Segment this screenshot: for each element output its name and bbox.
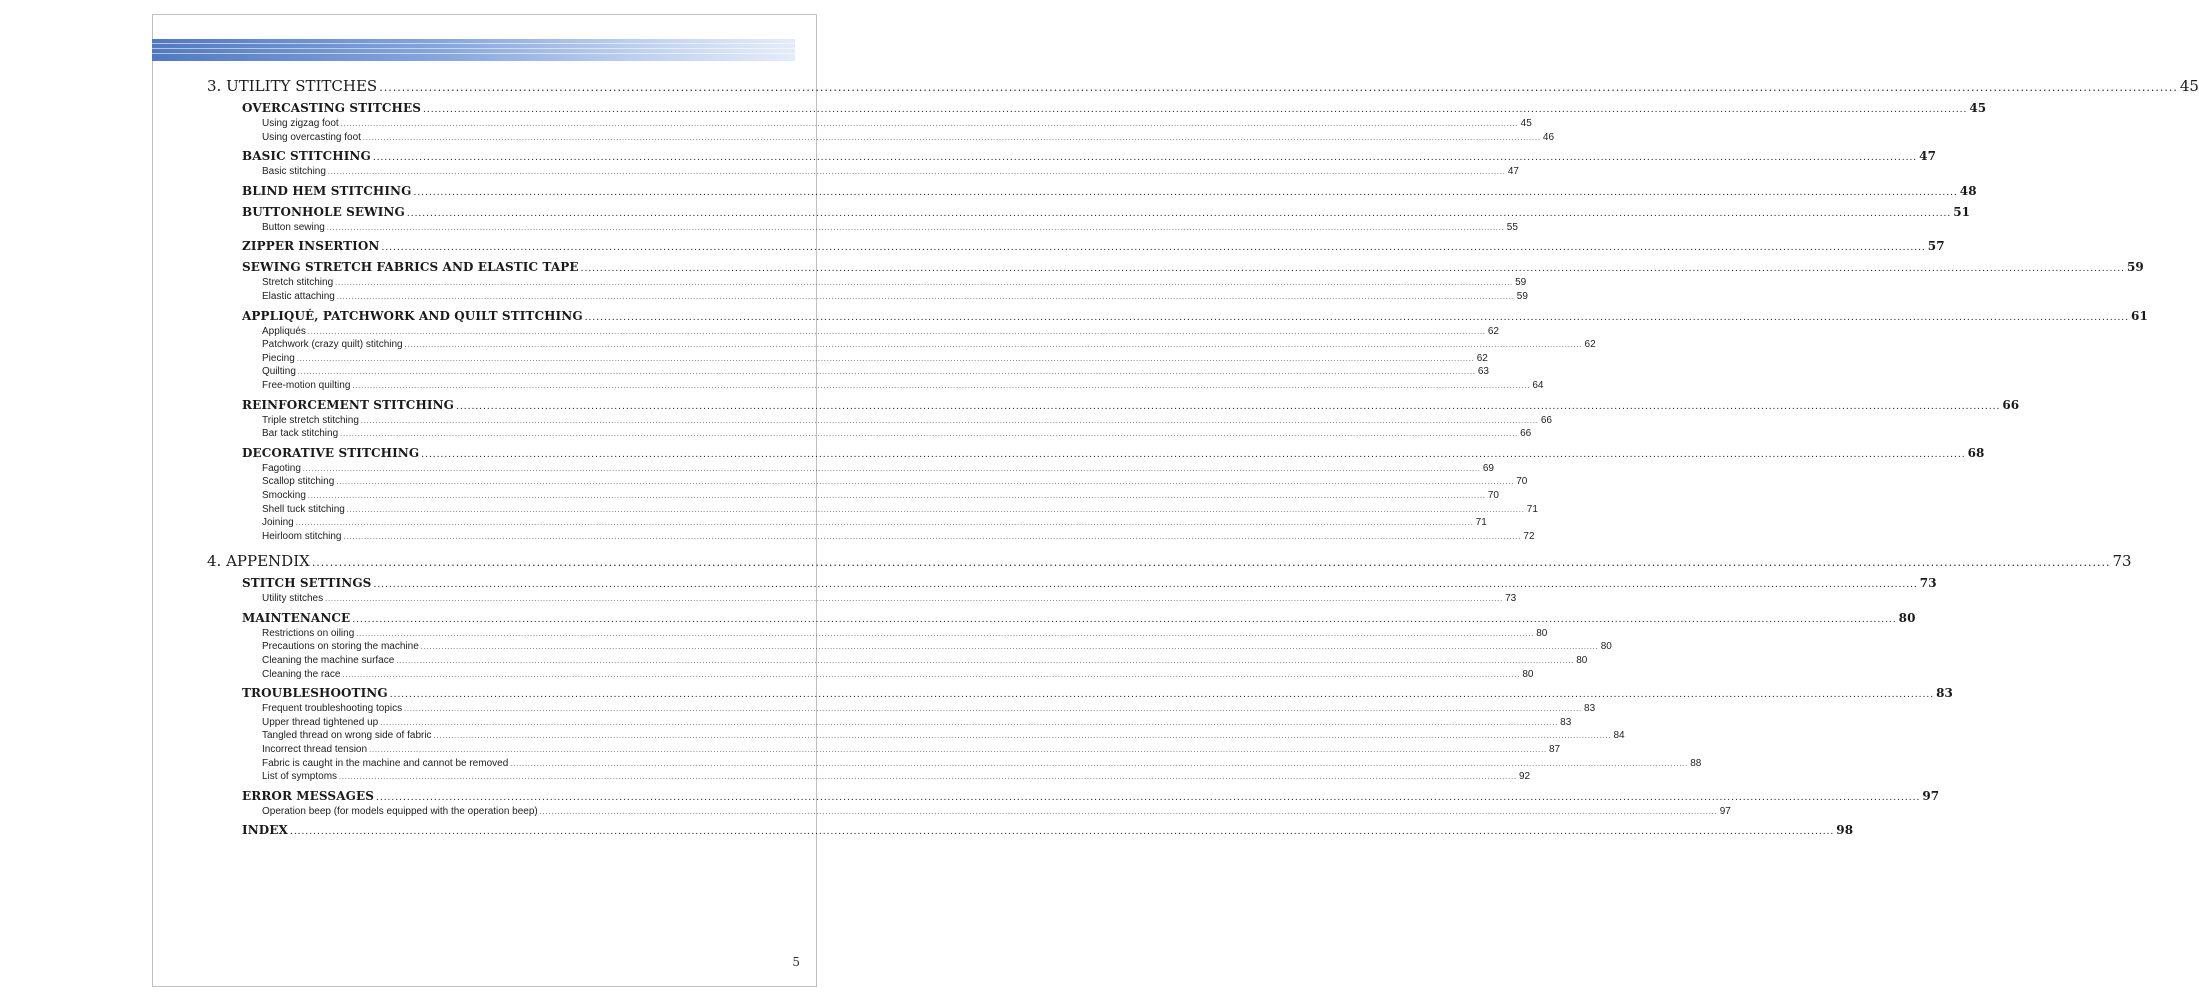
toc-entry-page-number: 87 xyxy=(1549,744,1561,756)
dot-leader: ................................................................................................................................................................................................................................................................................................................................................................................................................ xyxy=(302,465,1481,473)
toc-entry[interactable] xyxy=(262,530,1535,544)
dot-leader: ................................................................................................................................................................................................................................................................................................................................................................................................................ xyxy=(373,580,1918,591)
toc-entry[interactable] xyxy=(262,627,1548,641)
toc-section[interactable] xyxy=(242,183,1977,200)
toc-entry-title: Joining xyxy=(262,517,294,529)
toc-section-page-number: 48 xyxy=(1959,183,1977,198)
toc-entry-page-number: 83 xyxy=(1560,716,1572,728)
toc-entry-page-number: 69 xyxy=(1482,462,1494,474)
dot-leader: ................................................................................................................................................................................................................................................................................................................................................................................................................ xyxy=(307,328,1486,336)
toc-section-title: INDEX xyxy=(242,823,288,838)
toc-entry[interactable] xyxy=(262,427,1532,441)
toc-section[interactable] xyxy=(242,148,1937,165)
dot-leader: ................................................................................................................................................................................................................................................................................................................................................................................................................ xyxy=(380,719,1559,727)
toc-entry-page-number: 80 xyxy=(1600,641,1612,653)
toc-entry[interactable] xyxy=(262,338,1596,352)
dot-leader: ................................................................................................................................................................................................................................................................................................................................................................................................................ xyxy=(296,355,1475,363)
toc-section[interactable] xyxy=(242,575,1937,592)
toc-entry-page-number: 46 xyxy=(1542,131,1555,143)
toc-section-title: REINFORCEMENT STITCHING xyxy=(242,397,455,412)
toc-section-page-number: 45 xyxy=(1969,101,1987,115)
dot-leader: ................................................................................................................................................................................................................................................................................................................................................................................................................ xyxy=(404,706,1583,714)
dot-leader: ................................................................................................................................................................................................................................................................................................................................................................................................................ xyxy=(433,733,1612,741)
toc-entry-page-number: 70 xyxy=(1516,476,1528,488)
dot-leader: ................................................................................................................................................................................................................................................................................................................................................................................................................ xyxy=(404,342,1583,350)
page-number: 5 xyxy=(792,955,800,969)
toc-entry[interactable] xyxy=(262,365,1489,379)
toc-entry-title: Scallop stitching xyxy=(262,476,335,488)
toc-section-page-number: 97 xyxy=(1922,788,1940,803)
toc-entry-page-number: 73 xyxy=(1505,593,1517,605)
toc-entry[interactable] xyxy=(262,165,1519,179)
toc-entry-page-number: 97 xyxy=(1719,805,1731,817)
toc-entry-title: List of symptoms xyxy=(262,771,338,783)
toc-entry-title: Frequent troubleshooting topics xyxy=(262,703,403,715)
toc-section[interactable] xyxy=(242,238,1945,255)
toc-entry[interactable] xyxy=(262,290,1528,304)
dot-leader: ................................................................................................................................................................................................................................................................................................................................................................................................................ xyxy=(339,774,1517,782)
toc-section[interactable] xyxy=(242,100,1987,117)
toc-entry[interactable] xyxy=(262,325,1499,339)
toc-entry[interactable] xyxy=(262,352,1488,366)
toc-entry-page-number: 62 xyxy=(1584,339,1596,351)
toc-entry[interactable] xyxy=(262,770,1531,784)
toc-entry-title: Elastic attaching xyxy=(262,290,335,302)
toc-entry-title: Appliqués xyxy=(262,325,306,337)
toc-chapter-page-number: 73 xyxy=(2112,552,2132,571)
dot-leader: ................................................................................................................................................................................................................................................................................................................................................................................................................ xyxy=(396,658,1575,666)
dot-leader: ................................................................................................................................................................................................................................................................................................................................................................................................................ xyxy=(352,614,1897,625)
dot-leader: ................................................................................................................................................................................................................................................................................................................................................................................................................ xyxy=(539,808,1718,816)
dot-leader: ................................................................................................................................................................................................................................................................................................................................................................................................................ xyxy=(456,401,2001,412)
toc-entry-page-number: 66 xyxy=(1540,414,1552,426)
toc-entry[interactable] xyxy=(262,462,1494,476)
toc-entry-page-number: 59 xyxy=(1516,290,1528,302)
dot-leader: ................................................................................................................................................................................................................................................................................................................................................................................................................ xyxy=(356,630,1535,638)
toc-section-title: STITCH SETTINGS xyxy=(242,576,372,591)
toc-entry[interactable] xyxy=(262,668,1534,682)
toc-entry-title: Fabric is caught in the machine and cannot be removed xyxy=(262,757,509,769)
toc-entry[interactable] xyxy=(262,503,1538,517)
toc-entry-page-number: 62 xyxy=(1476,352,1488,364)
toc-section-page-number: 66 xyxy=(2002,397,2020,412)
toc-entry-page-number: 80 xyxy=(1522,668,1534,680)
dot-leader: ................................................................................................................................................................................................................................................................................................................................................................................................................ xyxy=(326,224,1505,232)
toc-entry[interactable] xyxy=(262,489,1499,503)
toc-entry[interactable] xyxy=(262,221,1518,235)
toc-entry-page-number: 80 xyxy=(1536,627,1548,639)
toc-entry-title: Heirloom stitching xyxy=(262,530,342,542)
toc-section-title: SEWING STRETCH FABRICS AND ELASTIC TAPE xyxy=(242,260,579,275)
dot-leader: ................................................................................................................................................................................................................................................................................................................................................................................................................ xyxy=(372,153,1918,164)
toc-entry[interactable] xyxy=(262,654,1588,668)
toc-section-title: DECORATIVE STITCHING xyxy=(242,445,420,460)
toc-section-title: ERROR MESSAGES xyxy=(242,788,374,803)
toc-entry-title: Tangled thread on wrong side of fabric xyxy=(262,730,432,742)
toc-section-title: TROUBLESHOOTING xyxy=(242,686,388,701)
dot-leader: ................................................................................................................................................................................................................................................................................................................................................................................................................ xyxy=(379,81,2178,94)
toc-entry-page-number: 62 xyxy=(1487,325,1499,337)
toc-entry-title: Upper thread tightened up xyxy=(262,716,379,728)
dot-leader: ................................................................................................................................................................................................................................................................................................................................................................................................................ xyxy=(375,792,1921,803)
dot-leader: ................................................................................................................................................................................................................................................................................................................................................................................................................ xyxy=(336,293,1515,301)
toc-section-page-number: 98 xyxy=(1836,823,1854,838)
dot-leader: ................................................................................................................................................................................................................................................................................................................................................................................................................ xyxy=(327,169,1506,177)
toc-section-page-number: 83 xyxy=(1936,686,1953,701)
toc-section-title: BUTTONHOLE SEWING xyxy=(242,204,405,219)
toc-entry-title: Smocking xyxy=(262,489,306,501)
toc-section-title: MAINTENANCE xyxy=(242,610,351,625)
dot-leader: ................................................................................................................................................................................................................................................................................................................................................................................................................ xyxy=(360,417,1539,425)
toc-entry-page-number: 64 xyxy=(1532,379,1544,391)
dot-leader: ................................................................................................................................................................................................................................................................................................................................................................................................................ xyxy=(389,690,1935,701)
toc-entry[interactable] xyxy=(262,131,1555,145)
toc-section[interactable] xyxy=(242,259,2144,276)
toc-entry-page-number: 55 xyxy=(1506,221,1518,233)
toc-entry-title: Basic stitching xyxy=(262,166,326,178)
toc-entry[interactable] xyxy=(262,276,1527,290)
toc-entry-title: Using zigzag foot xyxy=(262,118,339,129)
toc-entry[interactable] xyxy=(262,117,1532,131)
toc-entry-title: Using overcasting foot xyxy=(262,131,361,143)
toc-entry-page-number: 66 xyxy=(1520,428,1532,440)
toc-section-page-number: 51 xyxy=(1953,204,1971,219)
toc-section[interactable] xyxy=(242,610,1916,627)
dot-leader: ................................................................................................................................................................................................................................................................................................................................................................................................................ xyxy=(421,449,1966,460)
toc-entry-page-number: 71 xyxy=(1526,503,1538,515)
toc-entry-title: Bar tack stitching xyxy=(262,428,339,440)
dot-leader: ................................................................................................................................................................................................................................................................................................................................................................................................................ xyxy=(422,105,1968,115)
toc-entry-title: Cleaning the race xyxy=(262,668,341,680)
toc-entry-page-number: 47 xyxy=(1507,166,1519,178)
toc-entry-page-number: 63 xyxy=(1477,366,1489,378)
toc-entry-title: Shell tuck stitching xyxy=(262,503,345,515)
toc-entry[interactable] xyxy=(262,592,1517,606)
toc-section[interactable] xyxy=(242,445,1985,462)
toc-section[interactable] xyxy=(242,685,1953,702)
toc-section-page-number: 80 xyxy=(1898,610,1916,625)
toc-entry-title: Restrictions on oiling xyxy=(262,627,355,639)
dot-leader: ................................................................................................................................................................................................................................................................................................................................................................................................................ xyxy=(340,121,1519,128)
toc-entry[interactable] xyxy=(262,475,1528,489)
dot-leader: ................................................................................................................................................................................................................................................................................................................................................................................................................ xyxy=(336,479,1515,487)
toc-section[interactable] xyxy=(242,397,2020,414)
toc-chapter-page-number: 45 xyxy=(2179,77,2199,95)
toc-section-page-number: 73 xyxy=(1919,576,1937,591)
dot-leader: ................................................................................................................................................................................................................................................................................................................................................................................................................ xyxy=(420,644,1599,652)
dot-leader: ................................................................................................................................................................................................................................................................................................................................................................................................................ xyxy=(510,760,1689,768)
toc-entry-page-number: 45 xyxy=(1520,118,1532,129)
dot-leader: ................................................................................................................................................................................................................................................................................................................................................................................................................ xyxy=(297,369,1476,377)
toc-entry-title: Incorrect thread tension xyxy=(262,744,368,756)
toc-section[interactable] xyxy=(242,822,1854,839)
toc-entry-page-number: 72 xyxy=(1523,530,1535,542)
toc-section-page-number: 68 xyxy=(1967,445,1985,460)
toc-chapter[interactable] xyxy=(207,76,2199,96)
toc-entry-title: Triple stretch stitching xyxy=(262,414,359,426)
toc-entry-page-number: 59 xyxy=(1515,277,1527,289)
dot-leader: ................................................................................................................................................................................................................................................................................................................................................................................................................ xyxy=(335,280,1514,288)
toc-entry-title: Fagoting xyxy=(262,462,301,474)
dot-leader: ................................................................................................................................................................................................................................................................................................................................................................................................................ xyxy=(381,243,1926,254)
toc-entry[interactable] xyxy=(262,729,1625,743)
toc-section-page-number: 57 xyxy=(1927,239,1945,254)
dot-leader: ................................................................................................................................................................................................................................................................................................................................................................................................................ xyxy=(325,596,1504,604)
toc-section-title: ZIPPER INSERTION xyxy=(242,239,380,254)
toc-entry-title: Quilting xyxy=(262,366,296,378)
dot-leader: ................................................................................................................................................................................................................................................................................................................................................................................................................ xyxy=(340,431,1519,439)
toc-section[interactable] xyxy=(242,308,2148,325)
toc-section-title: APPLIQUÉ, PATCHWORK AND QUILT STITCHING xyxy=(242,308,583,323)
toc-entry-title: Utility stitches xyxy=(262,593,324,605)
toc-section-title: BLIND HEM STITCHING xyxy=(242,183,412,198)
dot-leader: ................................................................................................................................................................................................................................................................................................................................................................................................................ xyxy=(406,208,1952,219)
toc-entry[interactable] xyxy=(262,414,1552,428)
toc-entry-title: Piecing xyxy=(262,352,295,364)
dot-leader: ................................................................................................................................................................................................................................................................................................................................................................................................................ xyxy=(311,556,2111,570)
toc-entry-title: Free-motion quilting xyxy=(262,379,351,391)
toc-entry-title: Cleaning the machine surface xyxy=(262,655,395,667)
toc-entry[interactable] xyxy=(262,757,1702,771)
table-of-contents xyxy=(207,74,2199,839)
toc-entry[interactable] xyxy=(262,805,1731,819)
toc-entry-page-number: 88 xyxy=(1690,757,1702,769)
toc-entry[interactable] xyxy=(262,379,1544,393)
dot-leader: ................................................................................................................................................................................................................................................................................................................................................................................................................ xyxy=(295,520,1474,528)
toc-section-title: BASIC STITCHING xyxy=(242,149,371,164)
toc-chapter-title: 4. APPENDIX xyxy=(207,552,310,571)
toc-entry-page-number: 92 xyxy=(1518,771,1531,783)
header-gradient-bar xyxy=(152,39,795,61)
dot-leader: ................................................................................................................................................................................................................................................................................................................................................................................................................ xyxy=(413,187,1958,198)
toc-entry[interactable] xyxy=(262,743,1561,757)
dot-leader: ................................................................................................................................................................................................................................................................................................................................................................................................................ xyxy=(346,506,1525,514)
dot-leader: ................................................................................................................................................................................................................................................................................................................................................................................................................ xyxy=(352,382,1531,390)
toc-chapter-title: 3. UTILITY STITCHES xyxy=(207,77,378,95)
dot-leader: ................................................................................................................................................................................................................................................................................................................................................................................................................ xyxy=(362,134,1541,142)
toc-entry-title: Patchwork (crazy quilt) stitching xyxy=(262,339,403,351)
dot-leader: ................................................................................................................................................................................................................................................................................................................................................................................................................ xyxy=(289,827,1835,838)
dot-leader: ................................................................................................................................................................................................................................................................................................................................................................................................................ xyxy=(584,312,2130,323)
dot-leader: ................................................................................................................................................................................................................................................................................................................................................................................................................ xyxy=(369,747,1547,755)
toc-entry-page-number: 80 xyxy=(1576,655,1588,667)
toc-entry-title: Precautions on storing the machine xyxy=(262,641,419,653)
toc-entry-page-number: 70 xyxy=(1487,489,1499,501)
dot-leader: ................................................................................................................................................................................................................................................................................................................................................................................................................ xyxy=(580,264,2125,275)
toc-entry-title: Operation beep (for models equipped with the operation beep) xyxy=(262,805,538,817)
toc-section-page-number: 61 xyxy=(2131,308,2148,323)
toc-entry-page-number: 83 xyxy=(1584,703,1596,715)
toc-entry[interactable] xyxy=(262,702,1596,716)
toc-entry[interactable] xyxy=(262,716,1572,730)
toc-entry[interactable] xyxy=(262,640,1612,654)
dot-leader: ................................................................................................................................................................................................................................................................................................................................................................................................................ xyxy=(342,671,1521,679)
toc-section-page-number: 47 xyxy=(1919,149,1937,164)
toc-chapter[interactable] xyxy=(207,551,2132,571)
toc-entry-page-number: 71 xyxy=(1475,517,1487,529)
toc-section-title: OVERCASTING STITCHES xyxy=(242,101,421,115)
toc-section[interactable] xyxy=(242,788,1940,805)
toc-section-page-number: 59 xyxy=(2126,260,2144,275)
toc-section[interactable] xyxy=(242,204,1971,221)
toc-entry-title: Stretch stitching xyxy=(262,277,334,289)
toc-entry[interactable] xyxy=(262,516,1487,530)
dot-leader: ................................................................................................................................................................................................................................................................................................................................................................................................................ xyxy=(307,492,1486,500)
toc-entry-page-number: 84 xyxy=(1613,730,1625,742)
toc-entry-title: Button sewing xyxy=(262,221,325,233)
dot-leader: ................................................................................................................................................................................................................................................................................................................................................................................................................ xyxy=(343,533,1522,541)
